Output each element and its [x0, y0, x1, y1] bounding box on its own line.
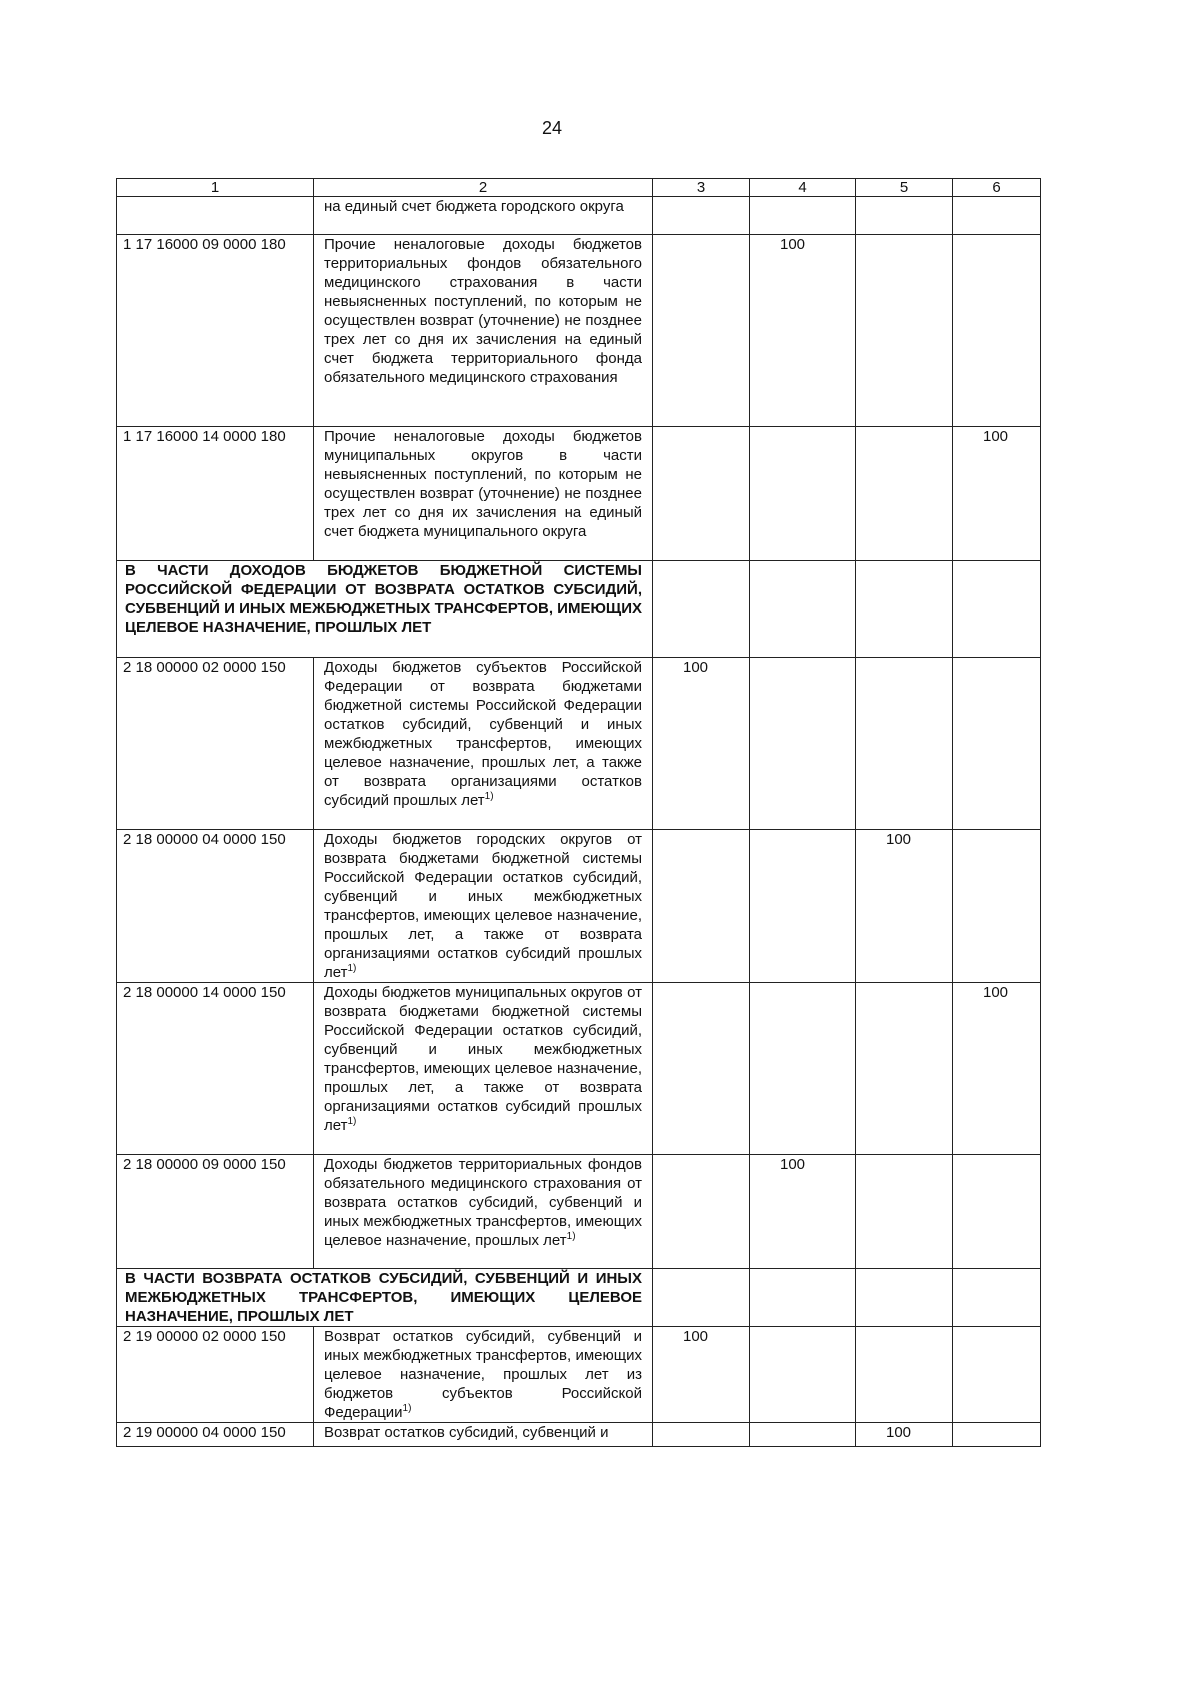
- income-description: Доходы бюджетов муниципальных округов от возврата бюджетами бюджетной системы Российской Федерации остатков субсидий, субвенций и иных межбюджетных трансфертов, имеющих целевое назначение, прошлых лет, а также от возврата организациями остатков субсидий прошлых лет: [324, 984, 642, 1134]
- footnote-marker: 1): [566, 1231, 576, 1242]
- income-description-cell: [314, 1423, 653, 1447]
- budget-classification-code: 2 19 00000 02 0000 150: [117, 1327, 314, 1423]
- percent-value-col-3: 100: [653, 658, 750, 830]
- table-row: [117, 427, 1041, 561]
- budget-classification-code: 1 17 16000 09 0000 180: [117, 235, 314, 427]
- budget-classification-code: 2 18 00000 04 0000 150: [117, 830, 314, 983]
- budget-classification-code: 1 17 16000 14 0000 180: [117, 427, 314, 561]
- percent-value-col-4: [750, 658, 856, 830]
- percent-value-col-6: [953, 658, 1041, 830]
- percent-value-col-5: [856, 197, 953, 235]
- income-description: Прочие неналоговые доходы бюджетов территориальных фондов обязательного медицинского страхования в части невыясненных поступлений, по которым не осуществлен возврат (уточнение) не позднее трех лет со дня их зачисления на единый счет бюджета территориального фонда обязательного медицинского страхования: [324, 236, 642, 386]
- table-row: [117, 830, 1041, 983]
- percent-value-col-3: [653, 1155, 750, 1269]
- percent-value-col-5: 100: [856, 1423, 953, 1447]
- percent-value-col-6: [953, 1423, 1041, 1447]
- empty-cell: [750, 561, 856, 658]
- table-row: [117, 658, 1041, 830]
- percent-value-col-4: [750, 830, 856, 983]
- table-body: [117, 179, 1041, 1447]
- empty-cell: [653, 1269, 750, 1327]
- percent-value-col-3: [653, 830, 750, 983]
- percent-value-col-4: [750, 197, 856, 235]
- column-header: 2: [314, 179, 653, 197]
- percent-value-col-5: [856, 658, 953, 830]
- empty-cell: [953, 1269, 1041, 1327]
- percent-value-col-5: [856, 427, 953, 561]
- income-description: Возврат остатков субсидий, субвенций и: [324, 1424, 609, 1441]
- column-header: 1: [117, 179, 314, 197]
- empty-cell: [953, 561, 1041, 658]
- percent-value-col-5: [856, 983, 953, 1155]
- table-row: [117, 1327, 1041, 1423]
- percent-value-col-3: 100: [653, 1327, 750, 1423]
- income-description-cell: [314, 1155, 653, 1269]
- percent-value-col-6: [953, 1155, 1041, 1269]
- section-title: В ЧАСТИ ДОХОДОВ БЮДЖЕТОВ БЮДЖЕТНОЙ СИСТЕМЫ РОССИЙСКОЙ ФЕДЕРАЦИИ ОТ ВОЗВРАТА ОСТАТКОВ СУБСИДИЙ, СУБВЕНЦИЙ И ИНЫХ МЕЖБЮДЖЕТНЫХ ТРАНСФЕРТОВ, ИМЕЮЩИХ ЦЕЛЕВОЕ НАЗНАЧЕНИЕ, ПРОШЛЫХ ЛЕТ: [117, 561, 653, 658]
- income-description: Доходы бюджетов субъектов Российской Федерации от возврата бюджетами бюджетной системы Российской Федерации остатков субсидий, субвенций и иных межбюджетных трансфертов, имеющих целевое назначение, прошлых лет, а также от возврата организациями остатков субсидий прошлых лет: [324, 659, 642, 809]
- footnote-marker: 1): [402, 1403, 412, 1414]
- percent-value-col-6: [953, 830, 1041, 983]
- percent-value-col-4: [750, 1423, 856, 1447]
- percent-value-col-6: [953, 1327, 1041, 1423]
- income-description: Прочие неналоговые доходы бюджетов муниципальных округов в части невыясненных поступлений, по которым не осуществлен возврат (уточнение) не позднее трех лет со дня их зачисления на единый счет бюджета муниципального округа: [324, 428, 642, 540]
- table-row: [117, 197, 1041, 235]
- footnote-marker: 1): [484, 791, 494, 802]
- empty-cell: [856, 561, 953, 658]
- table-row: [117, 1423, 1041, 1447]
- percent-value-col-3: [653, 235, 750, 427]
- percent-value-col-6: 100: [953, 427, 1041, 561]
- table-row: [117, 235, 1041, 427]
- percent-value-col-6: [953, 197, 1041, 235]
- column-header: 3: [653, 179, 750, 197]
- percent-value-col-3: [653, 197, 750, 235]
- income-description: Доходы бюджетов городских округов от возврата бюджетами бюджетной системы Российской Федерации остатков субсидий, субвенций и иных межбюджетных трансфертов, имеющих целевое назначение, прошлых лет, а также от возврата организациями остатков субсидий прошлых лет: [324, 831, 642, 981]
- income-description-cell: [314, 658, 653, 830]
- table-row: [117, 983, 1041, 1155]
- percent-value-col-6: 100: [953, 983, 1041, 1155]
- income-description-cell: [314, 427, 653, 561]
- income-description: Доходы бюджетов территориальных фондов обязательного медицинского страхования от возврата остатков субсидий, субвенций и иных межбюджетных трансфертов, имеющих целевое назначение, прошлых лет: [324, 1156, 642, 1249]
- column-header-row: [117, 179, 1041, 197]
- percent-value-col-3: [653, 983, 750, 1155]
- footnote-marker: 1): [347, 1116, 357, 1127]
- section-title: В ЧАСТИ ВОЗВРАТА ОСТАТКОВ СУБСИДИЙ, СУБВЕНЦИЙ И ИНЫХ МЕЖБЮДЖЕТНЫХ ТРАНСФЕРТОВ, ИМЕЮЩИХ ЦЕЛЕВОЕ НАЗНАЧЕНИЕ, ПРОШЛЫХ ЛЕТ: [117, 1269, 653, 1327]
- revenue-distribution-table: [116, 178, 1041, 1447]
- empty-cell: [856, 1269, 953, 1327]
- income-description-cell: [314, 830, 653, 983]
- footnote-marker: 1): [347, 963, 357, 974]
- column-header: 6: [953, 179, 1041, 197]
- percent-value-col-4: [750, 983, 856, 1155]
- column-header: 4: [750, 179, 856, 197]
- budget-classification-code: 2 18 00000 02 0000 150: [117, 658, 314, 830]
- income-description-cell: [314, 235, 653, 427]
- percent-value-col-4: [750, 1327, 856, 1423]
- percent-value-col-4: 100: [750, 1155, 856, 1269]
- section-header-row: [117, 1269, 1041, 1327]
- budget-classification-code: 2 18 00000 14 0000 150: [117, 983, 314, 1155]
- income-description-cell: [314, 197, 653, 235]
- percent-value-col-5: [856, 1155, 953, 1269]
- empty-cell: [653, 561, 750, 658]
- empty-cell: [750, 1269, 856, 1327]
- percent-value-col-4: 100: [750, 235, 856, 427]
- table-row: [117, 1155, 1041, 1269]
- income-description-cell: [314, 983, 653, 1155]
- budget-classification-code: 2 18 00000 09 0000 150: [117, 1155, 314, 1269]
- income-description: на единый счет бюджета городского округа: [324, 198, 624, 215]
- percent-value-col-5: [856, 235, 953, 427]
- percent-value-col-4: [750, 427, 856, 561]
- income-description: Возврат остатков субсидий, субвенций и иных межбюджетных трансфертов, имеющих целевое назначение, прошлых лет из бюджетов субъектов Российской Федерации: [324, 1328, 642, 1421]
- section-header-row: [117, 561, 1041, 658]
- percent-value-col-3: [653, 1423, 750, 1447]
- column-header: 5: [856, 179, 953, 197]
- percent-value-col-3: [653, 427, 750, 561]
- income-description-cell: [314, 1327, 653, 1423]
- percent-value-col-5: 100: [856, 830, 953, 983]
- budget-classification-code: [117, 197, 314, 235]
- percent-value-col-6: [953, 235, 1041, 427]
- page-number: 24: [541, 118, 563, 138]
- percent-value-col-5: [856, 1327, 953, 1423]
- budget-classification-code: 2 19 00000 04 0000 150: [117, 1423, 314, 1447]
